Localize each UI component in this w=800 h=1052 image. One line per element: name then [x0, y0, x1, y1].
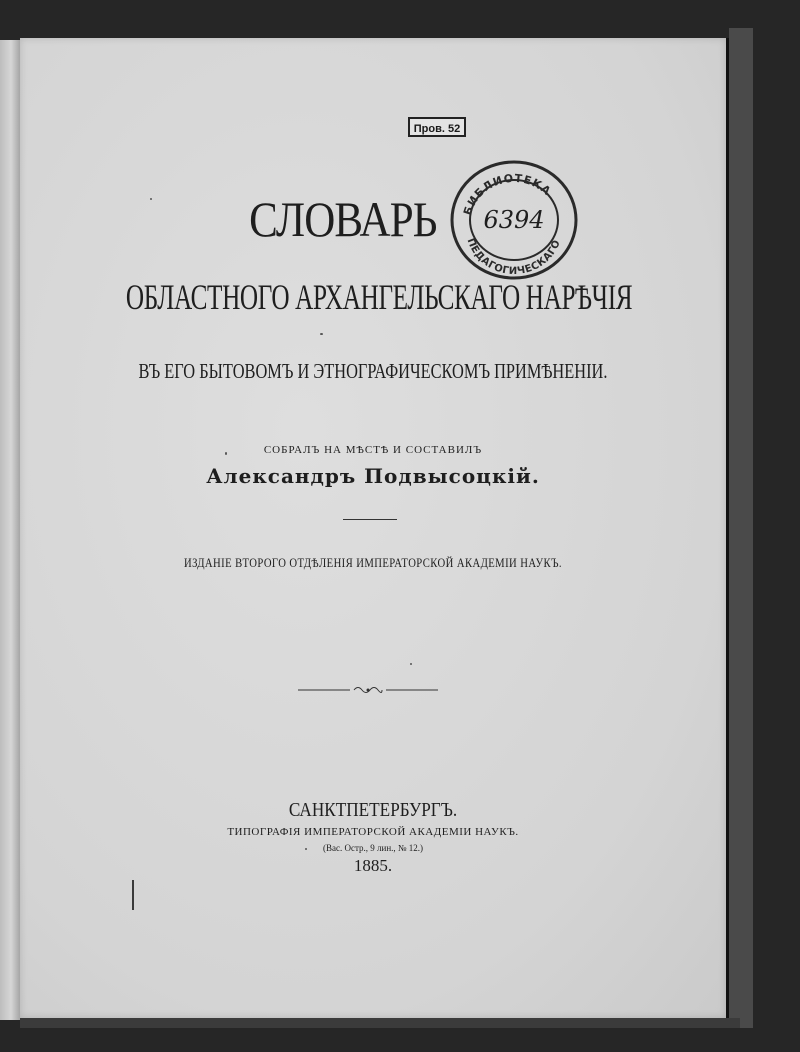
author-name: Александръ Подвысоцкій.: [206, 464, 540, 488]
imprint-address: (Вас. Остр., 9 лин., № 12.): [323, 843, 423, 853]
book-spine-edge: [729, 28, 753, 1028]
page-bottom-edge: [20, 1018, 740, 1028]
paper-speck: [410, 663, 412, 665]
book-title: СЛОВАРЬ: [249, 191, 437, 247]
shelf-mark-label: Пров. 52: [408, 117, 466, 137]
imprint-year: 1885.: [353, 856, 393, 875]
book-subtitle-secondary: ВЪ ЕГО БЫТОВОМЪ И ЭТНОГРАФИЧЕСКОМЪ ПРИМѢНЕНІИ.: [138, 359, 608, 383]
pencil-mark: [132, 880, 134, 910]
paper-speck: [320, 333, 323, 335]
collected-by-line: СОБРАЛЪ НА МѢСТѢ И СОСТАВИЛЪ: [263, 444, 483, 456]
edition-statement: ИЗДАНІЕ ВТОРОГО ОТДѢЛЕНІЯ ИМПЕРАТОРСКОЙ АКАДЕМІИ НАУКЪ.: [184, 555, 562, 570]
stamp-handwritten-number: 6394: [483, 206, 545, 234]
ornamental-divider: [298, 683, 438, 697]
imprint-city: САНКТПЕТЕРБУРГЪ.: [288, 799, 458, 821]
stamp-text-top: БИБЛИОТЕКА: [461, 171, 554, 217]
short-separator-rule: [343, 519, 397, 520]
previous-page-edge: [0, 40, 22, 1020]
book-subtitle: ОБЛАСТНОГО АРХАНГЕЛЬСКАГО НАРѢЧІЯ: [125, 277, 633, 317]
imprint-press: ТИПОГРАФІЯ ИМПЕРАТОРСКОЙ АКАДЕМІИ НАУКЪ.: [227, 826, 519, 838]
stamp-text-bottom: ПЕДАГОГИЧЕСКАГО: [464, 236, 563, 278]
